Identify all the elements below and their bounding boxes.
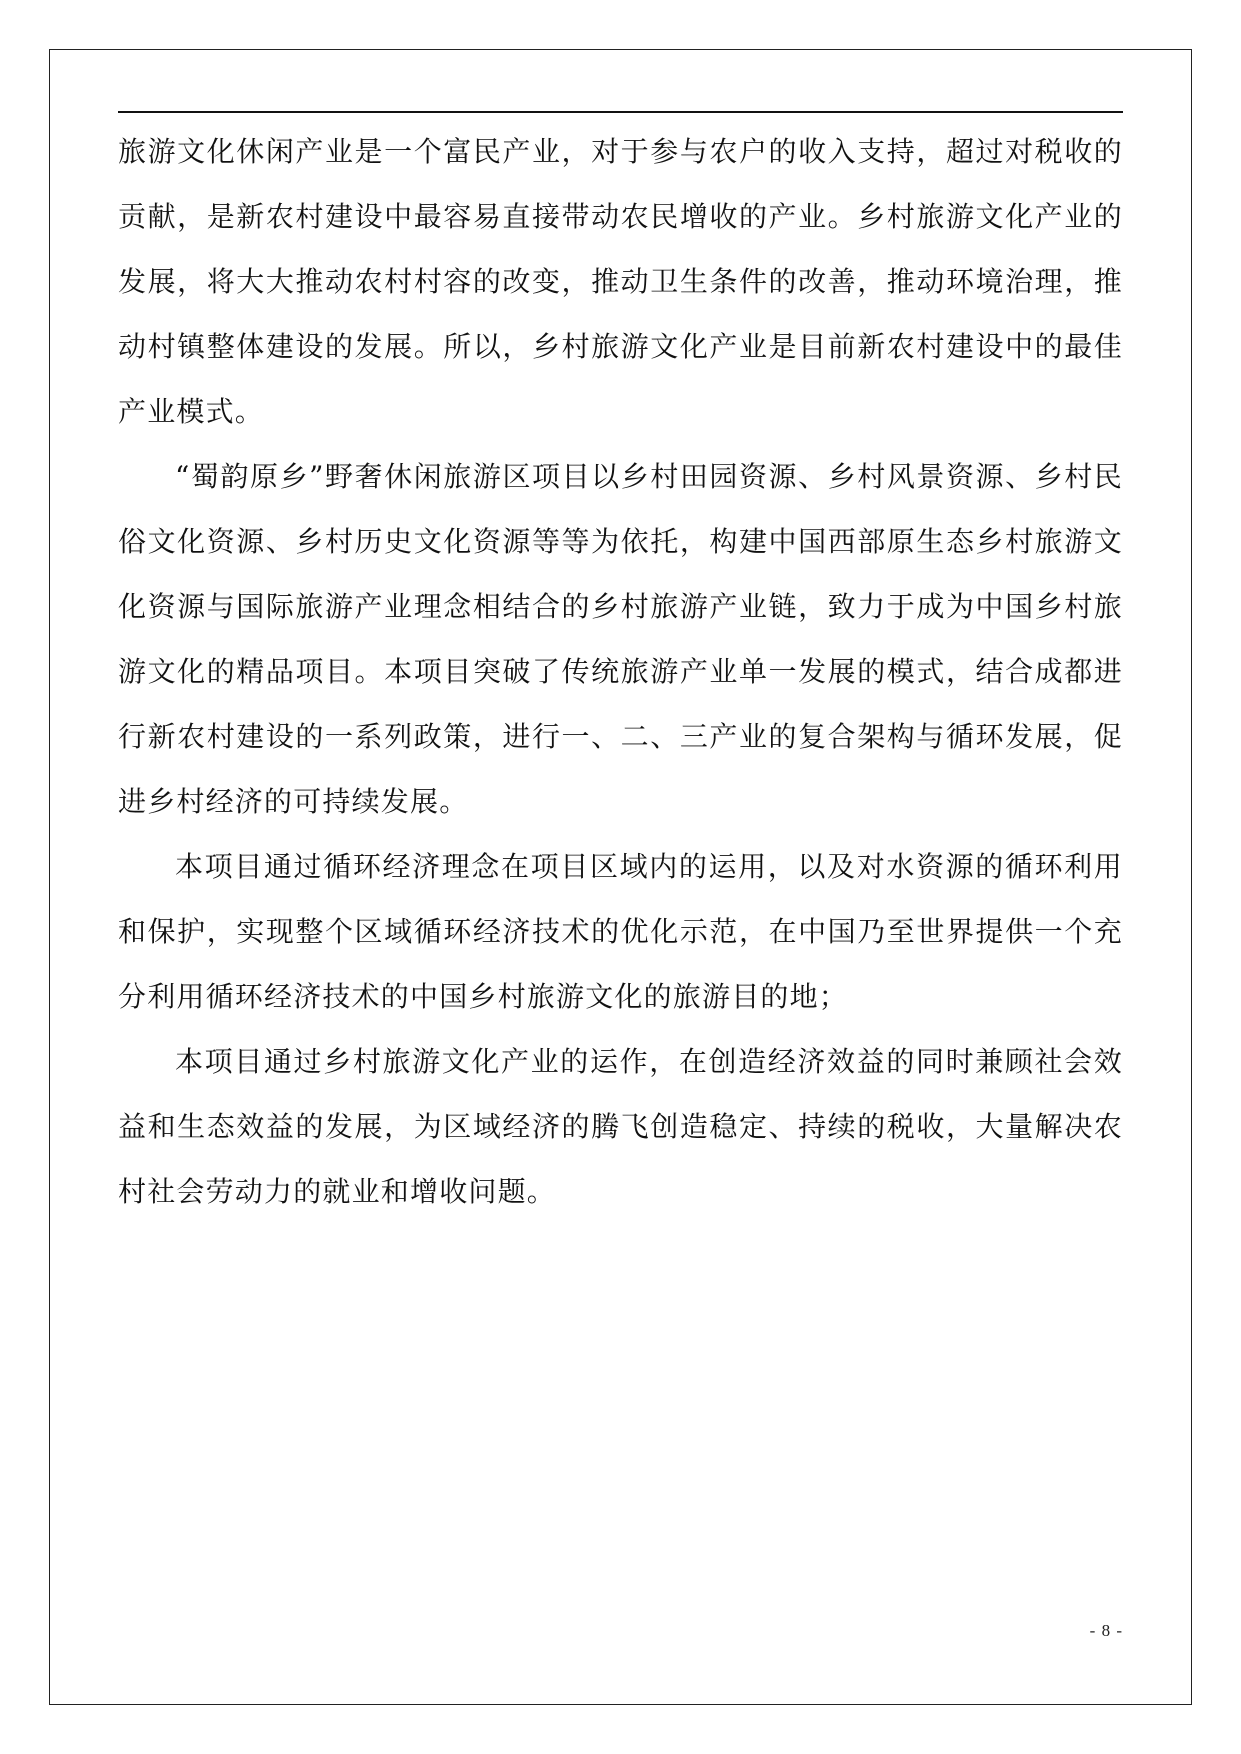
page-number: - 8 - bbox=[1089, 1621, 1123, 1640]
paragraph-continued: 旅游文化休闲产业是一个富民产业，对于参与农户的收入支持，超过对税收的贡献，是新农村建设中最容易直接带动农民增收的产业。乡村旅游文化产业的发展，将大大推动农村村容的改变，推动卫生条件的改善，推动环境治理，推动村镇整体建设的发展。所以，乡村旅游文化产业是目前新农村建设中的最佳产业模式。 bbox=[118, 135, 1123, 428]
paragraph: 本项目通过乡村旅游文化产业的运作，在创造经济效益的同时兼顾社会效益和生态效益的发展，为区域经济的腾飞创造稳定、持续的税收，大量解决农村社会劳动力的就业和增收问题。 bbox=[118, 1045, 1123, 1208]
header-divider bbox=[118, 111, 1123, 113]
paragraph: “蜀韵原乡”野奢休闲旅游区项目以乡村田园资源、乡村风景资源、乡村民俗文化资源、乡村历史文化资源等等为依托，构建中国西部原生态乡村旅游文化资源与国际旅游产业理念相结合的乡村旅游产业链，致力于成为中国乡村旅游文化的精品项目。本项目突破了传统旅游产业单一发展的模式，结合成都进行新农村建设的一系列政策，进行一、二、三产业的复合架构与循环发展，促进乡村经济的可持续发展。 bbox=[118, 460, 1123, 818]
paragraph: 本项目通过循环经济理念在项目区域内的运用，以及对水资源的循环利用和保护，实现整个区域循环经济技术的优化示范，在中国乃至世界提供一个充分利用循环经济技术的中国乡村旅游文化的旅游目的地； bbox=[118, 850, 1123, 1013]
document-body bbox=[118, 119, 1123, 1224]
